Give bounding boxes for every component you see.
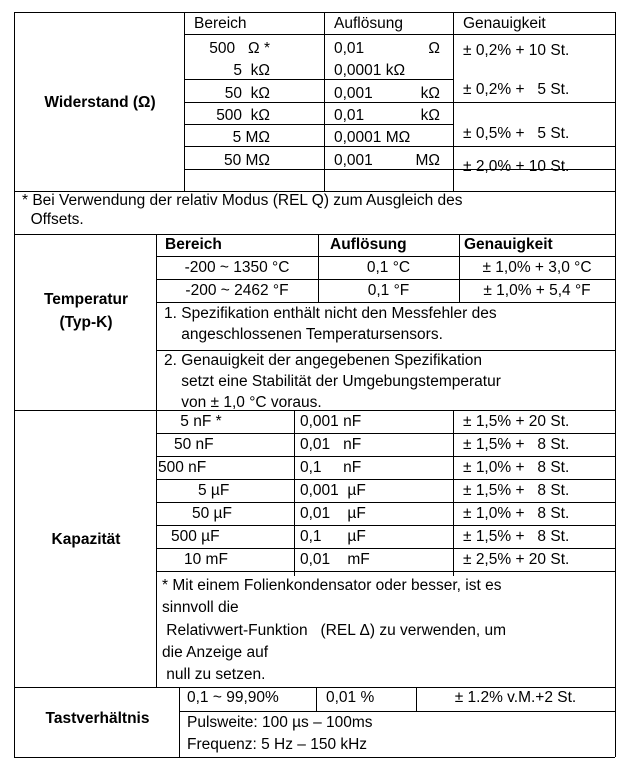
resolution-unit: MΩ — [415, 152, 440, 169]
header-range: Bereich — [165, 236, 222, 253]
accuracy-cell: ± 1,0% + 5,4 °F — [483, 282, 591, 299]
grid-line — [294, 410, 295, 576]
grid-line — [184, 34, 615, 35]
resolution-value: 0,01 — [334, 107, 365, 124]
temperature-label: Temperatur — [43, 291, 129, 308]
range-cell: 50 MΩ — [223, 152, 270, 169]
resolution-value: 0,001 — [334, 152, 373, 169]
grid-line — [179, 687, 180, 757]
range-cell: 5 nF * — [176, 413, 222, 430]
grid-line — [453, 410, 454, 576]
resolution-value: 0,0001 kΩ — [334, 62, 406, 79]
grid-line — [453, 102, 615, 103]
grid-line — [14, 12, 615, 13]
grid-line — [615, 12, 616, 757]
note-line: von ± 1,0 °C voraus. — [164, 394, 322, 411]
range-cell: 50 µF — [192, 505, 232, 522]
accuracy-cell: ± 1,5% + 20 St. — [463, 413, 570, 430]
accuracy-cell: ± 0,2% + 5 St. — [463, 81, 570, 98]
accuracy-cell: ± 0,2% + 10 St. — [463, 42, 570, 59]
grid-line — [156, 279, 615, 280]
grid-line — [156, 350, 615, 351]
grid-line — [156, 525, 615, 526]
note-line: die Anzeige auf — [162, 644, 269, 661]
grid-line — [156, 302, 615, 303]
resolution-unit: Ω — [428, 40, 440, 57]
resolution-value: 0,01 — [334, 40, 365, 57]
grid-line — [156, 256, 615, 257]
range-cell: -200 ~ 2462 °F — [185, 282, 289, 299]
grid-line — [156, 571, 615, 572]
resolution-cell: 0,01 µF — [300, 505, 366, 522]
resolution-cell: 0,1 µF — [300, 528, 366, 545]
range-cell: 500 Ω * — [209, 40, 270, 57]
resolution-cell: 0,01 mF — [300, 551, 370, 568]
grid-line — [14, 12, 15, 757]
range-cell: 50 nF — [174, 436, 214, 453]
resolution-cell: 0,1 nF — [300, 459, 362, 476]
note-line: 1. Spezifikation enthält nicht den Messfehler des — [164, 305, 497, 322]
footnote-line: * Bei Verwendung der relativ Modus (REL Q) zum Ausgleich des — [22, 192, 463, 209]
header-resolution: Auflösung — [334, 15, 403, 32]
grid-line — [14, 757, 615, 758]
range-cell: 500 µF — [171, 528, 220, 545]
grid-line — [156, 479, 615, 480]
grid-line — [14, 234, 615, 235]
info-line: Pulsweite: 100 µs – 100ms — [187, 714, 373, 731]
accuracy-cell: ± 1.2% v.M.+2 St. — [454, 689, 577, 706]
accuracy-cell: ± 2,0% + 10 St. — [463, 158, 570, 175]
grid-line — [453, 146, 615, 147]
accuracy-cell: ± 1,0% + 3,0 °C — [482, 259, 592, 276]
range-cell: 5 MΩ — [232, 129, 270, 146]
grid-line — [316, 687, 317, 711]
range-cell: 10 mF — [184, 551, 228, 568]
header-range: Bereich — [194, 15, 247, 32]
range-cell: 5 kΩ — [233, 62, 270, 79]
resolution-unit: kΩ — [420, 85, 440, 102]
note-line: setzt eine Stabilität der Umgebungstemperatur — [164, 373, 501, 390]
temperature-label: (Typ-K) — [59, 314, 113, 331]
resistance-label: Widerstand (Ω) — [44, 94, 156, 111]
footnote-line: Offsets. — [22, 211, 84, 228]
resolution-cell: 0,1 °F — [367, 282, 410, 299]
grid-line — [14, 687, 615, 688]
capacitance-label: Kapazität — [51, 531, 121, 548]
resolution-cell: 0,001 nF — [300, 413, 362, 430]
info-line: Frequenz: 5 Hz – 150 kHz — [187, 736, 368, 753]
accuracy-cell: ± 1,0% + 8 St. — [463, 505, 570, 522]
grid-line — [156, 548, 615, 549]
note-line: null zu setzen. — [162, 666, 266, 683]
header-accuracy: Genauigkeit — [463, 15, 546, 32]
note-line: 2. Genauigkeit der angegebenen Spezifikation — [164, 352, 482, 369]
grid-line — [179, 711, 615, 712]
resolution-cell: 0,01 nF — [300, 436, 362, 453]
note-line: sinnvoll die — [162, 599, 239, 616]
accuracy-cell: ± 1,5% + 8 St. — [463, 528, 570, 545]
accuracy-cell: ± 1,5% + 8 St. — [463, 482, 570, 499]
accuracy-cell: ± 1,5% + 8 St. — [463, 436, 570, 453]
note-line: * Mit einem Folienkondensator oder besser, ist es — [162, 577, 502, 594]
accuracy-cell: ± 1,0% + 8 St. — [463, 459, 570, 476]
range-cell: 0,1 ~ 99,90% — [187, 689, 279, 706]
resolution-cell: 0,001 µF — [300, 482, 366, 499]
specification-table — [14, 12, 615, 757]
duty-cycle-label: Tastverhältnis — [45, 710, 150, 727]
range-cell: 500 kΩ — [216, 107, 270, 124]
resolution-cell: 0,1 °C — [366, 259, 411, 276]
range-cell: 5 µF — [198, 482, 230, 499]
header-resolution: Auflösung — [330, 236, 407, 253]
resolution-cell: 0,01 % — [326, 689, 375, 706]
accuracy-cell: ± 2,5% + 20 St. — [463, 551, 570, 568]
resolution-value: 0,0001 MΩ — [334, 129, 411, 146]
note-line: Relativwert-Funktion (REL Δ) zu verwenden, um — [162, 622, 507, 639]
range-cell: -200 ~ 1350 °C — [184, 259, 290, 276]
range-cell: 50 kΩ — [224, 85, 270, 102]
resolution-value: 0,001 — [334, 85, 373, 102]
resolution-unit: kΩ — [420, 107, 440, 124]
grid-line — [156, 456, 615, 457]
note-line: angeschlossenen Temperatursensors. — [164, 326, 443, 343]
grid-line — [156, 502, 615, 503]
accuracy-cell: ± 0,5% + 5 St. — [463, 125, 570, 142]
grid-line — [156, 433, 615, 434]
header-accuracy: Genauigkeit — [464, 236, 553, 253]
range-cell: 500 nF — [158, 459, 207, 476]
